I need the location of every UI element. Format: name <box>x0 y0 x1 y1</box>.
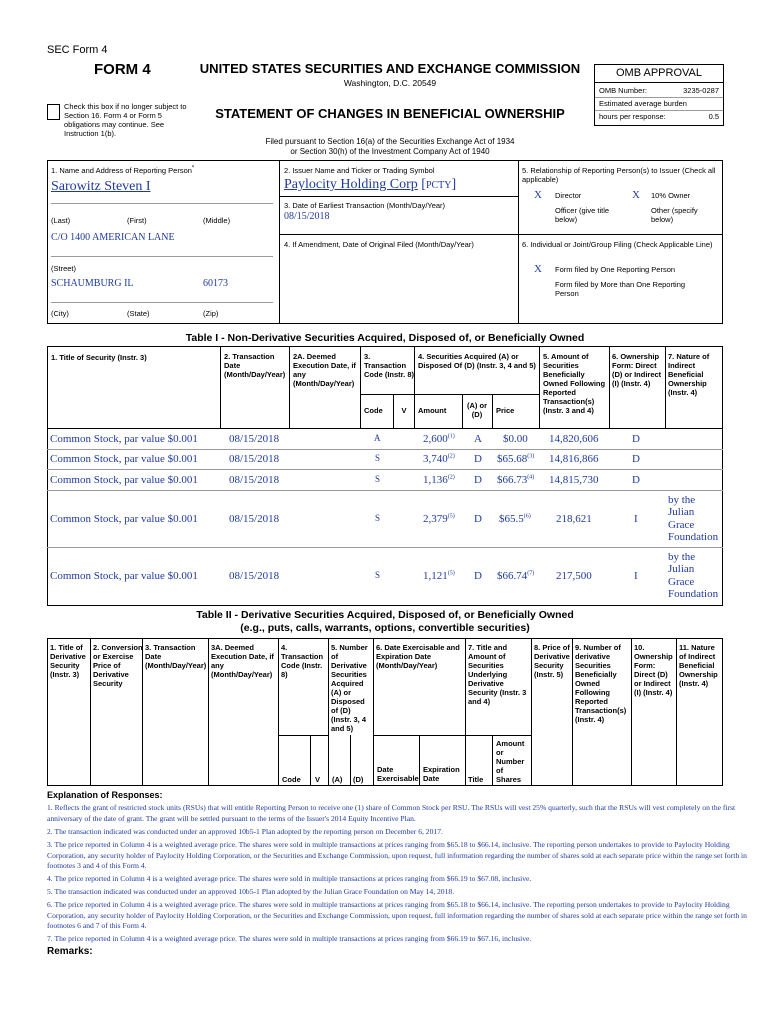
street-label: (Street) <box>51 264 77 273</box>
row-1-code: A <box>374 433 381 443</box>
row-5-amount: 1,121$^{(5)}$ <box>423 570 455 582</box>
director-mark[interactable]: X <box>534 189 542 201</box>
t1-header-code: 3. Transaction Code (Instr. 8) <box>364 352 415 379</box>
t1-subheader-a-or-d: (A) or (D) <box>467 401 487 419</box>
t2-subheader-amount-shares: Amount or Number of Shares <box>496 739 525 784</box>
row-3-owned: 14,815,730 <box>549 474 599 486</box>
row-4-a-or-d: D <box>474 513 482 525</box>
footnote-5: 5. The transaction indicated was conducted under an approved 10b5-1 Plan adopted by the Julian Grace Foundation on May 14, 2018. <box>47 887 455 896</box>
row-4-nature: by the Julian Grace Foundation <box>668 494 719 543</box>
footnote-3: 3. The price reported in Column 4 is a weighted average price. The shares were sold in multiple transactions at prices ranging from $65.18 to $66.14, inclusive. The reporting person undertakes to provide to Paylocity Holding Corporation, any security holder of Paylocity Holding Corporation, or the Securities and Exchange Commission, upon request, full information regarding the number of shares sold at each separate price within the range set forth in footnotes 3 and 4 of this Form 4. <box>47 840 747 871</box>
t2-header-conversion: 2. Conversion or Exercise Price of Derivative Security <box>93 643 143 688</box>
footnote-4: 4. The price reported in Column 4 is a weighted average price. The shares were sold in multiple transactions at prices ranging from $66.19 to $67.08, inclusive. <box>47 874 532 883</box>
row-2-title: Common Stock, par value $0.001 <box>50 453 198 465</box>
earliest-transaction-date: 08/15/2018 <box>284 211 330 222</box>
row-4-code: S <box>375 513 381 523</box>
reporting-person-label: 1. Name and Address of Reporting Person* <box>51 165 195 175</box>
row-3-price: $66.73$^{(4)}$ <box>497 474 535 486</box>
row-5-form: I <box>634 570 638 582</box>
t2-header-title-amount: 7. Title and Amount of Securities Underlying Derivative Security (Instr. 3 and 4) <box>468 643 527 706</box>
t2-header-code: 4. Transaction Code (Instr. 8) <box>281 643 324 679</box>
row-4-date: 08/15/2018 <box>229 513 280 525</box>
footnote-1: 1. Reflects the grant of restricted stock units (RSUs) that will entitle Reporting Person to receive one (1) share of Common Stock per RSU. The RSUs will vest 25% quarterly, such that the RSUs will vest completely on the first anniversary of the date of grant. The grant will be settled pursuant to the terms of the Issuer's 2014 Equity Incentive Plan. <box>47 803 736 823</box>
reporting-person-name[interactable]: Sarowitz Steven I <box>51 179 151 194</box>
t1-subheader-price: Price <box>496 406 515 415</box>
table-2-title <box>47 609 723 635</box>
t1-header-ownership: 6. Ownership Form: Direct (D) or Indirect (I) (Instr. 4) <box>612 352 662 388</box>
t2-header-number-owned: 9. Number of derivative Securities Beneficially Owned Following Reported Transaction(s) (Instr. 4) <box>575 643 627 724</box>
ten-percent-owner-mark[interactable]: X <box>632 189 640 201</box>
t1-header-deemed: 2A. Deemed Execution Date, if any (Month/Day/Year) <box>293 352 356 388</box>
remarks-label: Remarks: <box>47 946 93 957</box>
t2-header-ownership: 10. Ownership Form: Direct (D) or Indirect (I) (Instr. 4) <box>634 643 673 697</box>
t2-subheader-date-exercisable: Date Exercisable <box>377 765 419 783</box>
row-1-owned: 14,820,606 <box>549 433 599 445</box>
row-2-form: D <box>632 453 640 465</box>
t2-subheader-title: Title <box>468 775 484 784</box>
table-2-title-line-2: (e.g., puts, calls, warrants, options, convertible securities) <box>240 622 530 634</box>
row-4-owned: 218,621 <box>556 513 592 525</box>
issuer-label: 2. Issuer Name and Ticker or Trading Symbol <box>284 166 435 175</box>
row-5-date: 08/15/2018 <box>229 570 280 582</box>
row-5-price: $66.74$^{(7)}$ <box>497 570 535 582</box>
row-3-code: S <box>375 474 381 484</box>
row-5-a-or-d: D <box>474 570 482 582</box>
footnote-6: 6. The price reported in Column 4 is a weighted average price. The shares were sold in multiple transactions at prices ranging from $65.18 to $66.14, inclusive. The reporting person undertakes to provide to Paylocity Holding Corporation, any security holder of Paylocity Holding Corporation, or the Securities and Exchange Commission, upon request, full information regarding the number of shares sold at each separate price within the range set forth in footnotes 6 and 7 of this Form 4. <box>47 900 747 931</box>
ten-percent-owner-label: 10% Owner <box>651 191 691 200</box>
footnote-2: 2. The transaction indicated was conducted under an approved 10b5-1 Plan adopted by the reporting person on December 6, 2017. <box>47 827 443 836</box>
row-1-price: $0.00 <box>503 433 528 445</box>
state-label: (State) <box>127 309 150 318</box>
t2-subheader-d: (D) <box>353 775 364 784</box>
t2-header-title: 1. Title of Derivative Security (Instr. 3) <box>50 643 86 679</box>
earliest-transaction-label: 3. Date of Earliest Transaction (Month/Day/Year) <box>284 201 446 210</box>
row-2-a-or-d: D <box>474 453 482 465</box>
t2-header-date: 3. Transaction Date (Month/Day/Year) <box>145 643 207 670</box>
omb-number: 3235-0287 <box>683 86 719 95</box>
city-label: (City) <box>51 309 69 318</box>
row-2-code: S <box>375 453 381 463</box>
no-longer-subject-checkbox[interactable] <box>47 104 60 120</box>
burden-label: Estimated average burden <box>599 99 687 108</box>
t2-subheader-v: V <box>315 775 321 784</box>
last-label: (Last) <box>51 216 71 225</box>
officer-label: Officer (give title below) <box>555 206 610 224</box>
middle-label: (Middle) <box>203 216 231 225</box>
sec-form-label: SEC Form 4 <box>47 44 108 56</box>
row-3-amount: 1,136$^{(2)}$ <box>423 474 455 486</box>
one-person-mark[interactable]: X <box>534 263 542 275</box>
zip-label: (Zip) <box>203 309 219 318</box>
t2-subheader-code: Code <box>282 775 301 784</box>
row-4-amount: 2,379$^{(5)}$ <box>423 513 455 525</box>
t2-header-number: 5. Number of Derivative Securities Acquired (A) or Disposed of (D) (Instr. 3, 4 and 5) <box>331 643 368 733</box>
amendment-label: 4. If Amendment, Date of Original Filed (Month/Day/Year) <box>284 240 474 249</box>
more-persons-label: Form filed by More than One Reporting Person <box>555 280 686 298</box>
city-state-value: SCHAUMBURG IL <box>51 278 134 289</box>
t2-header-deemed: 3A. Deemed Execution Date, if any (Month/Day/Year) <box>211 643 274 679</box>
first-label: (First) <box>127 216 147 225</box>
row-1-amount: 2,600$^{(1)}$ <box>423 433 455 445</box>
omb-approval-box <box>594 64 724 126</box>
t2-subheader-expiration: Expiration Date <box>423 765 460 783</box>
row-2-owned: 14,816,866 <box>549 453 599 465</box>
filed-pursuant-line-2: or Section 30(h) of the Investment Company Act of 1940 <box>290 147 490 156</box>
one-person-label: Form filed by One Reporting Person <box>555 265 676 274</box>
row-2-amount: 3,740$^{(2)}$ <box>423 453 455 465</box>
omb-title: OMB APPROVAL <box>595 65 723 83</box>
row-5-title: Common Stock, par value $0.001 <box>50 570 198 582</box>
omb-number-label: OMB Number: <box>599 86 647 95</box>
t1-header-title: 1. Title of Security (Instr. 3) <box>51 353 147 362</box>
hours-label: hours per response: <box>599 112 666 121</box>
statement-title: STATEMENT OF CHANGES IN BENEFICIAL OWNERSHIP <box>215 106 565 121</box>
t1-header-date: 2. Transaction Date (Month/Day/Year) <box>224 352 286 379</box>
row-1-a-or-d: A <box>474 433 482 445</box>
row-3-title: Common Stock, par value $0.001 <box>50 474 198 486</box>
t1-subheader-v: V <box>401 406 407 415</box>
row-1-form: D <box>632 433 640 445</box>
footnote-7: 7. The price reported in Column 4 is a weighted average price. The shares were sold in multiple transactions at prices ranging from $66.19 to $67.16, inclusive. <box>47 934 532 943</box>
row-2-date: 08/15/2018 <box>229 453 280 465</box>
commission-location: Washington, D.C. 20549 <box>343 78 437 88</box>
commission-title: UNITED STATES SECURITIES AND EXCHANGE COMMISSION <box>199 61 581 76</box>
row-1-date: 08/15/2018 <box>229 433 280 445</box>
row-1-title: Common Stock, par value $0.001 <box>50 433 198 445</box>
t2-header-price: 8. Price of Derivative Security (Instr. 5) <box>534 643 570 679</box>
t1-header-nature: 7. Nature of Indirect Beneficial Ownership (Instr. 4) <box>668 352 710 397</box>
row-5-owned: 217,500 <box>556 570 592 582</box>
form-4-title: FORM 4 <box>94 61 151 78</box>
filing-type-label: 6. Individual or Joint/Group Filing (Check Applicable Line) <box>522 240 713 249</box>
hours-value: 0.5 <box>708 112 719 121</box>
row-5-nature: by the Julian Grace Foundation <box>668 551 719 600</box>
zip-value: 60173 <box>203 278 228 289</box>
row-2-price: $65.68$^{(3)}$ <box>497 453 535 465</box>
checkbox-instructions: Check this box if no longer subject to Section 16. Form 4 or Form 5 obligations may continue. See Instruction 1(b). <box>64 102 187 138</box>
table-1-title: Table I - Non-Derivative Securities Acquired, Disposed of, or Beneficially Owned <box>185 332 585 344</box>
other-label: Other (specify below) <box>651 206 698 224</box>
relationship-label: 5. Relationship of Reporting Person(s) to Issuer (Check all applicable) <box>522 166 716 184</box>
row-3-form: D <box>632 474 640 486</box>
table-2-title-line-1: Table II - Derivative Securities Acquired, Disposed of, or Beneficially Owned <box>196 609 574 621</box>
t1-header-securities: 4. Securities Acquired (A) or Disposed Of (D) (Instr. 3, 4 and 5) <box>418 352 536 370</box>
row-5-code: S <box>375 570 381 580</box>
director-label: Director <box>555 191 582 200</box>
street-address: C/O 1400 AMERICAN LANE <box>51 232 175 243</box>
row-4-price: $65.5$^{(6)}$ <box>499 513 531 525</box>
row-4-form: I <box>634 513 638 525</box>
t2-subheader-a: (A) <box>332 775 343 784</box>
t1-header-amount-owned: 5. Amount of Securities Beneficially Owned Following Reported Transaction(s) (Instr. 3 and 4) <box>543 352 606 415</box>
t2-header-nature: 11. Nature of Indirect Beneficial Ownership (Instr. 4) <box>679 643 718 688</box>
filed-pursuant-line-1: Filed pursuant to Section 16(a) of the Securities Exchange Act of 1934 <box>265 137 515 146</box>
row-4-title: Common Stock, par value $0.001 <box>50 513 198 525</box>
row-3-a-or-d: D <box>474 474 482 486</box>
explanation-label: Explanation of Responses: <box>47 790 163 800</box>
issuer-name[interactable]: Paylocity Holding Corp [PCTY] <box>284 177 457 192</box>
t1-subheader-amount: Amount <box>418 406 447 415</box>
t1-subheader-code: Code <box>364 406 383 415</box>
row-3-date: 08/15/2018 <box>229 474 280 486</box>
t2-header-exercisable: 6. Date Exercisable and Expiration Date (Month/Day/Year) <box>376 643 460 670</box>
